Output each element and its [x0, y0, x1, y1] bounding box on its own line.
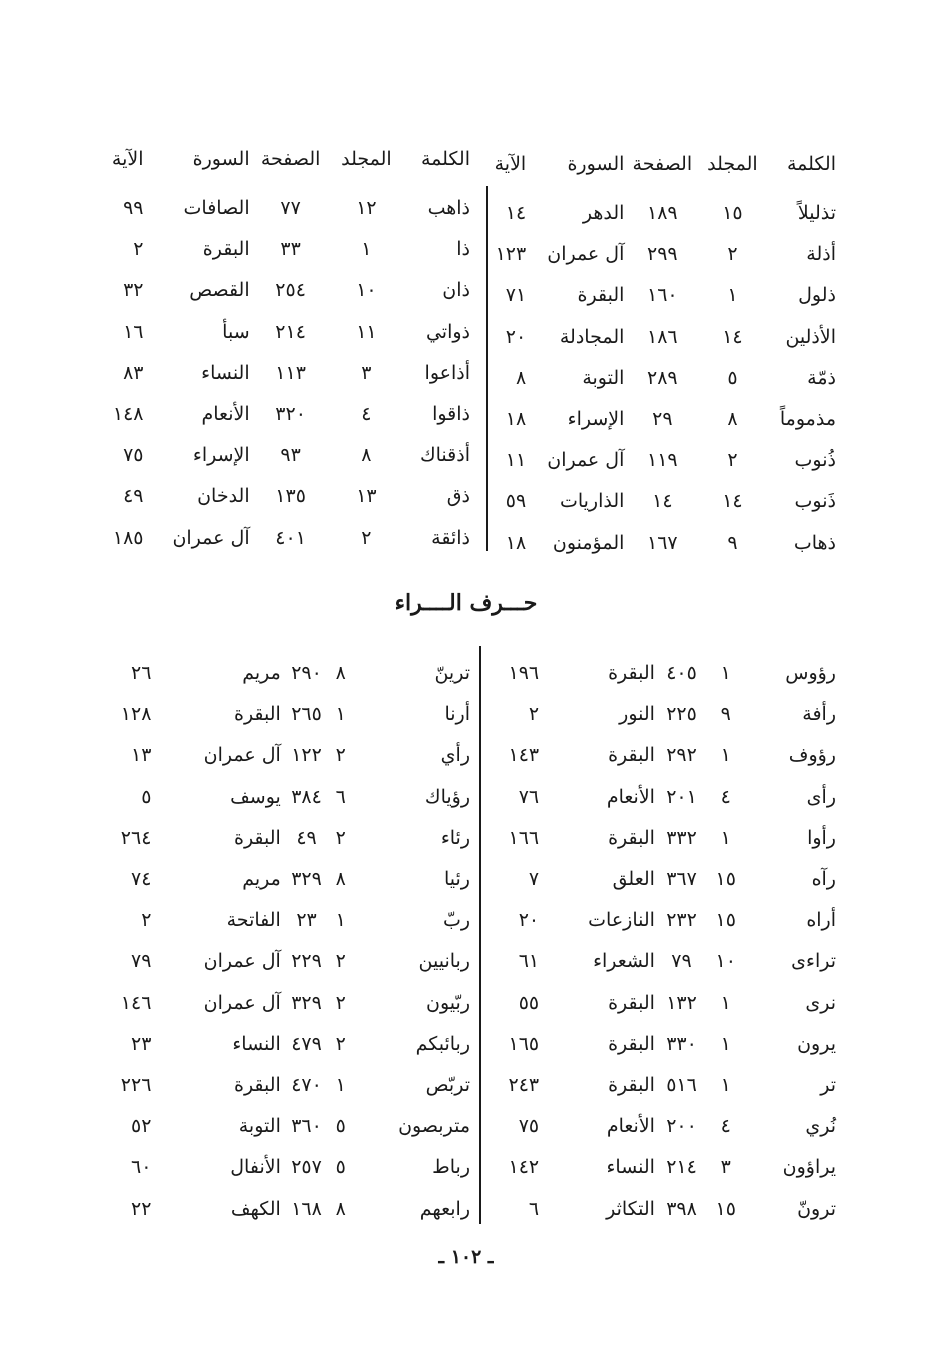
- header-volume: المجلد: [707, 153, 758, 175]
- cell-page: ٢١٤: [666, 1156, 697, 1179]
- cell-surah: النساء: [232, 1032, 281, 1055]
- cell-word: رابعهم: [419, 1197, 470, 1220]
- cell-ayah: ٦: [528, 1197, 540, 1220]
- cell-page: ٣٦٠: [291, 1115, 322, 1138]
- cell-volume: ٨: [335, 1197, 346, 1220]
- cell-word: رؤوف: [788, 744, 836, 767]
- cell-volume: ١: [727, 284, 738, 307]
- cell-surah: البقرة: [233, 1073, 281, 1096]
- cell-ayah: ٢٣: [130, 1032, 152, 1055]
- cell-volume: ٨: [335, 662, 346, 685]
- cell-page: ٢٦٥: [291, 703, 322, 726]
- cell-volume: ١: [335, 1073, 346, 1096]
- cell-page: ٢٢٩: [291, 950, 322, 973]
- table-row: [486, 983, 836, 1024]
- cell-page: ٢٣٢: [666, 909, 697, 932]
- cell-page: ١٢٢: [291, 744, 322, 767]
- cell-volume: ٨: [335, 868, 346, 891]
- cell-surah: البقرة: [233, 703, 281, 726]
- cell-word: تراءى: [791, 950, 836, 973]
- cell-page: ٤٧٠: [291, 1073, 322, 1096]
- cell-volume: ٥: [335, 1115, 346, 1138]
- table-row: [486, 440, 836, 481]
- cell-volume: ١٠: [356, 279, 377, 302]
- cell-surah: المجادلة: [559, 325, 625, 348]
- cell-word: نُري: [805, 1115, 836, 1138]
- header-page: الصفحة: [260, 148, 321, 170]
- table-row: [100, 653, 470, 694]
- cell-page: ١١٣: [275, 361, 306, 384]
- cell-word: أذقناك: [419, 444, 470, 467]
- table-row: [486, 193, 836, 234]
- cell-surah: آل عمران: [203, 744, 281, 767]
- cell-volume: ٢: [335, 744, 346, 767]
- cell-surah: الأنعام: [606, 1115, 655, 1138]
- cell-surah: البقرة: [608, 744, 655, 767]
- cell-surah: التوبة: [238, 1115, 281, 1138]
- cell-surah: التكاثر: [606, 1197, 655, 1220]
- cell-page: ١٣٢: [666, 991, 697, 1014]
- cell-page: ١٨٦: [647, 325, 678, 348]
- table-row: [100, 735, 470, 776]
- cell-volume: ١٤: [722, 325, 743, 348]
- cell-word: أراه: [806, 909, 836, 932]
- table-row: [486, 275, 836, 316]
- cell-ayah: ٦١: [518, 950, 540, 973]
- cell-surah: الصافات: [183, 197, 250, 220]
- cell-page: ٢٢٥: [666, 703, 697, 726]
- cell-volume: ٢: [361, 526, 372, 549]
- cell-word: ذائقة: [431, 526, 470, 549]
- header-ayah: الآية: [494, 153, 527, 175]
- cell-ayah: ٨: [516, 366, 527, 389]
- header-volume: المجلد: [341, 148, 392, 170]
- cell-word: ذا: [456, 238, 470, 261]
- column-divider-bottom: [479, 646, 481, 1224]
- cell-word: ذاقوا: [432, 403, 470, 426]
- header-row: [100, 150, 470, 188]
- cell-volume: ١٥: [722, 202, 743, 225]
- table-row: [486, 818, 836, 859]
- cell-volume: ٥: [335, 1156, 346, 1179]
- cell-surah: التوبة: [582, 366, 625, 389]
- cell-surah: العلق: [612, 868, 655, 891]
- cell-surah: البقرة: [577, 284, 625, 307]
- table-row: [100, 1065, 470, 1106]
- cell-ayah: ٥: [141, 785, 152, 808]
- cell-word: ذَنوب: [794, 490, 836, 513]
- cell-volume: ٩: [727, 531, 738, 554]
- cell-page: ٣٢٩: [291, 991, 322, 1014]
- cell-volume: ٢: [335, 1032, 346, 1055]
- table-row: [486, 694, 836, 735]
- table-row: [486, 481, 836, 522]
- cell-ayah: ٢: [528, 703, 540, 726]
- cell-volume: ٣: [361, 361, 372, 384]
- cell-volume: ٢: [727, 243, 738, 266]
- cell-ayah: ١٦٦: [508, 826, 540, 849]
- cell-surah: النور: [619, 703, 655, 726]
- cell-page: ٣٢٩: [291, 868, 322, 891]
- table-row: [100, 1024, 470, 1065]
- table-row: [486, 1106, 836, 1147]
- cell-ayah: ٢٦٤: [120, 826, 152, 849]
- table-row: [100, 777, 470, 818]
- header-page: الصفحة: [632, 153, 693, 175]
- cell-surah: الشعراء: [593, 950, 655, 973]
- table-row: [486, 523, 836, 564]
- cell-ayah: ٧٥: [518, 1115, 540, 1138]
- cell-word: ربانيين: [418, 950, 470, 973]
- table-row: [100, 270, 470, 311]
- cell-word: الأذلين: [785, 325, 836, 348]
- cell-page: ٣٨٤: [291, 785, 322, 808]
- cell-page: ١٦٨: [291, 1197, 322, 1220]
- cell-ayah: ٦٠: [130, 1156, 152, 1179]
- cell-surah: آل عمران: [172, 526, 250, 549]
- cell-word: ربّ: [442, 909, 470, 932]
- cell-ayah: ١٤٨: [112, 403, 144, 426]
- cell-ayah: ٢٢: [130, 1197, 152, 1220]
- cell-page: ٢٠٠: [666, 1115, 697, 1138]
- cell-surah: القصص: [189, 279, 250, 302]
- cell-volume: ٩: [720, 703, 731, 726]
- table-row: [486, 735, 836, 776]
- cell-page: ٤٠١: [275, 526, 306, 549]
- cell-page: ١٤: [652, 490, 673, 513]
- cell-ayah: ٢: [133, 238, 144, 261]
- cell-ayah: ٧١: [505, 284, 527, 307]
- table-row: [486, 859, 836, 900]
- cell-page: ٢٣: [296, 909, 317, 932]
- cell-surah: آل عمران: [203, 950, 281, 973]
- cell-word: رئاء: [440, 826, 470, 849]
- cell-page: ٧٧: [280, 197, 301, 220]
- cell-word: ذلول: [798, 284, 836, 307]
- cell-word: ترونّ: [797, 1197, 836, 1220]
- table-row: [486, 941, 836, 982]
- cell-ayah: ٧٦: [518, 785, 540, 808]
- cell-surah: مريم: [242, 868, 281, 891]
- table-row: [486, 234, 836, 275]
- cell-volume: ١٠: [715, 950, 736, 973]
- cell-volume: ١٥: [715, 868, 736, 891]
- table-row: [486, 399, 836, 440]
- cell-page: ١٦٧: [647, 531, 678, 554]
- table-row: [100, 983, 470, 1024]
- cell-page: ٢٩٠: [291, 662, 322, 685]
- cell-word: أرنا: [444, 703, 470, 726]
- table-row: [486, 1065, 836, 1106]
- cell-page: ٧٩: [671, 950, 692, 973]
- cell-surah: سبأ: [222, 320, 250, 343]
- cell-volume: ١: [720, 1032, 731, 1055]
- cell-surah: البقرة: [608, 662, 655, 685]
- cell-surah: البقرة: [608, 1032, 655, 1055]
- cell-word: ذق: [446, 485, 470, 508]
- table-row: [100, 394, 470, 435]
- cell-word: تر: [820, 1073, 836, 1096]
- cell-word: نرى: [805, 991, 836, 1014]
- cell-word: ربّيون: [426, 991, 470, 1014]
- cell-surah: البقرة: [608, 1073, 655, 1096]
- cell-volume: ٥: [727, 366, 738, 389]
- cell-ayah: ٢: [141, 909, 152, 932]
- cell-page: ٢٥٤: [275, 279, 306, 302]
- cell-word: ذاهب: [427, 197, 470, 220]
- cell-page: ٤٠٥: [666, 662, 697, 685]
- cell-surah: آل عمران: [547, 449, 625, 472]
- cell-volume: ٤: [720, 1115, 731, 1138]
- cell-page: ٢٩٢: [666, 744, 697, 767]
- cell-surah: المؤمنون: [552, 531, 625, 554]
- section-heading: حـــرف الــــراء: [394, 590, 538, 616]
- cell-surah: النساء: [201, 361, 250, 384]
- cell-surah: الإسراء: [567, 408, 625, 431]
- cell-page: ٤٩: [296, 826, 317, 849]
- cell-ayah: ٢٢٦: [120, 1073, 152, 1096]
- cell-volume: ٤: [361, 403, 372, 426]
- table-row: [100, 694, 470, 735]
- cell-volume: ١: [720, 826, 731, 849]
- cell-word: مذموماً: [779, 408, 836, 431]
- cell-page: ٢١٤: [275, 320, 306, 343]
- cell-page: ١٨٩: [647, 202, 678, 225]
- table-row: [486, 358, 836, 399]
- cell-volume: ٢: [335, 826, 346, 849]
- cell-word: رأوا: [807, 826, 836, 849]
- cell-volume: ٢: [335, 991, 346, 1014]
- cell-surah: الأنفال: [230, 1156, 281, 1179]
- cell-ayah: ٢٤٣: [508, 1073, 540, 1096]
- cell-page: ٣٣٢: [666, 826, 697, 849]
- cell-surah: النساء: [606, 1156, 655, 1179]
- cell-page: ٢٨٩: [647, 366, 678, 389]
- cell-surah: الدهر: [582, 202, 625, 225]
- table-row: [100, 188, 470, 229]
- cell-surah: الفاتحة: [226, 909, 281, 932]
- cell-surah: يوسف: [230, 785, 281, 808]
- cell-word: ترينّ: [434, 662, 470, 685]
- cell-ayah: ١٤٣: [508, 744, 540, 767]
- cell-word: رأى: [806, 785, 836, 808]
- cell-ayah: ٧٩: [130, 950, 152, 973]
- cell-surah: الأنعام: [606, 785, 655, 808]
- cell-surah: الدخان: [197, 485, 250, 508]
- cell-ayah: ٩٩: [123, 197, 144, 220]
- cell-page: ١١٩: [647, 449, 678, 472]
- cell-ayah: ١٨: [505, 531, 527, 554]
- header-ayah: الآية: [111, 148, 144, 170]
- cell-surah: البقرة: [608, 991, 655, 1014]
- cell-surah: البقرة: [202, 238, 250, 261]
- cell-volume: ١: [720, 662, 731, 685]
- cell-volume: ١٢: [356, 197, 377, 220]
- page-number: ـ ١٠٢ ـ: [438, 1246, 494, 1268]
- cell-surah: الإسراء: [192, 444, 250, 467]
- cell-surah: الأنعام: [201, 403, 250, 426]
- cell-surah: مريم: [242, 662, 281, 685]
- cell-ayah: ١١: [505, 449, 527, 472]
- cell-ayah: ٨٣: [123, 361, 144, 384]
- header-word: الكلمة: [420, 148, 470, 170]
- cell-volume: ١٤: [722, 490, 743, 513]
- cell-ayah: ١٤٢: [508, 1156, 540, 1179]
- cell-volume: ٦: [335, 785, 346, 808]
- header-surah: السورة: [567, 153, 625, 175]
- cell-volume: ١: [361, 238, 372, 261]
- cell-ayah: ٥٩: [505, 490, 527, 513]
- cell-word: ذهاب: [793, 531, 836, 554]
- cell-ayah: ١٤٦: [120, 991, 152, 1014]
- cell-word: ذواتي: [425, 320, 470, 343]
- cell-volume: ١١: [356, 320, 377, 343]
- cell-page: ٣٢٠: [275, 403, 306, 426]
- cell-ayah: ١٤: [505, 202, 527, 225]
- cell-surah: آل عمران: [203, 991, 281, 1014]
- table-row: [486, 1147, 836, 1188]
- cell-page: ١٦٠: [647, 284, 678, 307]
- cell-page: ٤٧٩: [291, 1032, 322, 1055]
- cell-volume: ٢: [727, 449, 738, 472]
- table-row: [486, 653, 836, 694]
- cell-page: ٣٩٨: [666, 1197, 697, 1220]
- cell-ayah: ١٢٨: [120, 703, 152, 726]
- table-row: [100, 1106, 470, 1147]
- cell-volume: ٣: [720, 1156, 731, 1179]
- cell-word: ذمّة: [807, 366, 836, 389]
- table-row: [100, 859, 470, 900]
- cell-word: ذان: [442, 279, 470, 302]
- cell-word: رؤوس: [785, 662, 836, 685]
- cell-word: أذاعوا: [424, 361, 470, 384]
- cell-page: ٣٦٧: [666, 868, 697, 891]
- cell-word: رؤياك: [424, 785, 470, 808]
- index-table-left-top: [100, 150, 470, 559]
- header-surah: السورة: [192, 148, 250, 170]
- cell-ayah: ١٦٥: [508, 1032, 540, 1055]
- cell-ayah: ٧: [528, 868, 540, 891]
- cell-ayah: ٧٤: [130, 868, 152, 891]
- cell-page: ٣٣٠: [666, 1032, 697, 1055]
- cell-word: يراؤون: [782, 1156, 836, 1179]
- cell-word: ربائبكم: [415, 1032, 470, 1055]
- cell-surah: النازعات: [588, 909, 655, 932]
- cell-volume: ١٣: [356, 485, 377, 508]
- cell-page: ٣٣: [280, 238, 301, 261]
- header-row: [486, 155, 836, 193]
- cell-ayah: ٣٢: [123, 279, 144, 302]
- cell-word: ذُنوب: [794, 449, 836, 472]
- table-row: [486, 900, 836, 941]
- cell-surah: البقرة: [233, 826, 281, 849]
- cell-volume: ٨: [727, 408, 738, 431]
- cell-page: ٩٣: [280, 444, 301, 467]
- cell-word: رباط: [432, 1156, 470, 1179]
- table-row: [100, 353, 470, 394]
- cell-word: أذلة: [806, 243, 836, 266]
- index-table-right-bottom: [486, 653, 836, 1230]
- cell-ayah: ٢٠: [518, 909, 540, 932]
- index-table-right-top: [486, 155, 836, 564]
- cell-page: ٢٩٩: [647, 243, 678, 266]
- cell-word: رأفة: [802, 703, 836, 726]
- cell-ayah: ١٨: [505, 408, 527, 431]
- index-table-left-bottom: [100, 653, 470, 1230]
- table-row: [486, 777, 836, 818]
- cell-word: تربّص: [425, 1073, 470, 1096]
- cell-volume: ١: [720, 744, 731, 767]
- cell-surah: الذاريات: [559, 490, 625, 513]
- cell-volume: ١: [335, 703, 346, 726]
- cell-ayah: ٧٥: [123, 444, 144, 467]
- cell-page: ٢٥٧: [291, 1156, 322, 1179]
- cell-ayah: ١٨٥: [112, 526, 144, 549]
- cell-volume: ١: [720, 1073, 731, 1096]
- cell-page: ٥١٦: [666, 1073, 697, 1096]
- table-row: [486, 317, 836, 358]
- cell-ayah: ٢٠: [505, 325, 527, 348]
- table-row: [100, 312, 470, 353]
- table-row: [100, 229, 470, 270]
- cell-volume: ١٥: [715, 1197, 736, 1220]
- table-row: [100, 1188, 470, 1229]
- table-row: [100, 476, 470, 517]
- cell-word: رآه: [811, 868, 836, 891]
- cell-word: يرون: [797, 1032, 836, 1055]
- cell-volume: ٢: [335, 950, 346, 973]
- table-row: [100, 941, 470, 982]
- cell-word: رأي: [440, 744, 470, 767]
- cell-ayah: ٥٢: [130, 1115, 152, 1138]
- cell-ayah: ٤٩: [123, 485, 144, 508]
- table-row: [100, 518, 470, 559]
- cell-ayah: ١٩٦: [508, 662, 540, 685]
- cell-volume: ١٥: [715, 909, 736, 932]
- cell-surah: آل عمران: [547, 243, 625, 266]
- table-row: [100, 1147, 470, 1188]
- table-row: [486, 1188, 836, 1229]
- cell-volume: ٨: [361, 444, 372, 467]
- cell-volume: ١: [335, 909, 346, 932]
- cell-page: ٢٠١: [666, 785, 697, 808]
- cell-volume: ٤: [720, 785, 731, 808]
- cell-surah: البقرة: [608, 826, 655, 849]
- table-row: [100, 435, 470, 476]
- cell-page: ١٣٥: [275, 485, 306, 508]
- cell-ayah: ٢٦: [130, 662, 152, 685]
- table-row: [486, 1024, 836, 1065]
- cell-ayah: ٥٥: [518, 991, 540, 1014]
- cell-surah: الكهف: [230, 1197, 281, 1220]
- cell-page: ٢٩: [652, 408, 673, 431]
- header-word: الكلمة: [786, 153, 836, 175]
- cell-volume: ١: [720, 991, 731, 1014]
- table-row: [100, 818, 470, 859]
- cell-word: متربصون: [398, 1115, 470, 1138]
- cell-ayah: ١٣: [130, 744, 152, 767]
- cell-word: تذليلاً: [797, 202, 836, 225]
- cell-ayah: ١٢٣: [495, 243, 527, 266]
- cell-ayah: ١٦: [123, 320, 144, 343]
- cell-word: رئيا: [444, 868, 470, 891]
- table-row: [100, 900, 470, 941]
- column-divider-top: [486, 186, 488, 551]
